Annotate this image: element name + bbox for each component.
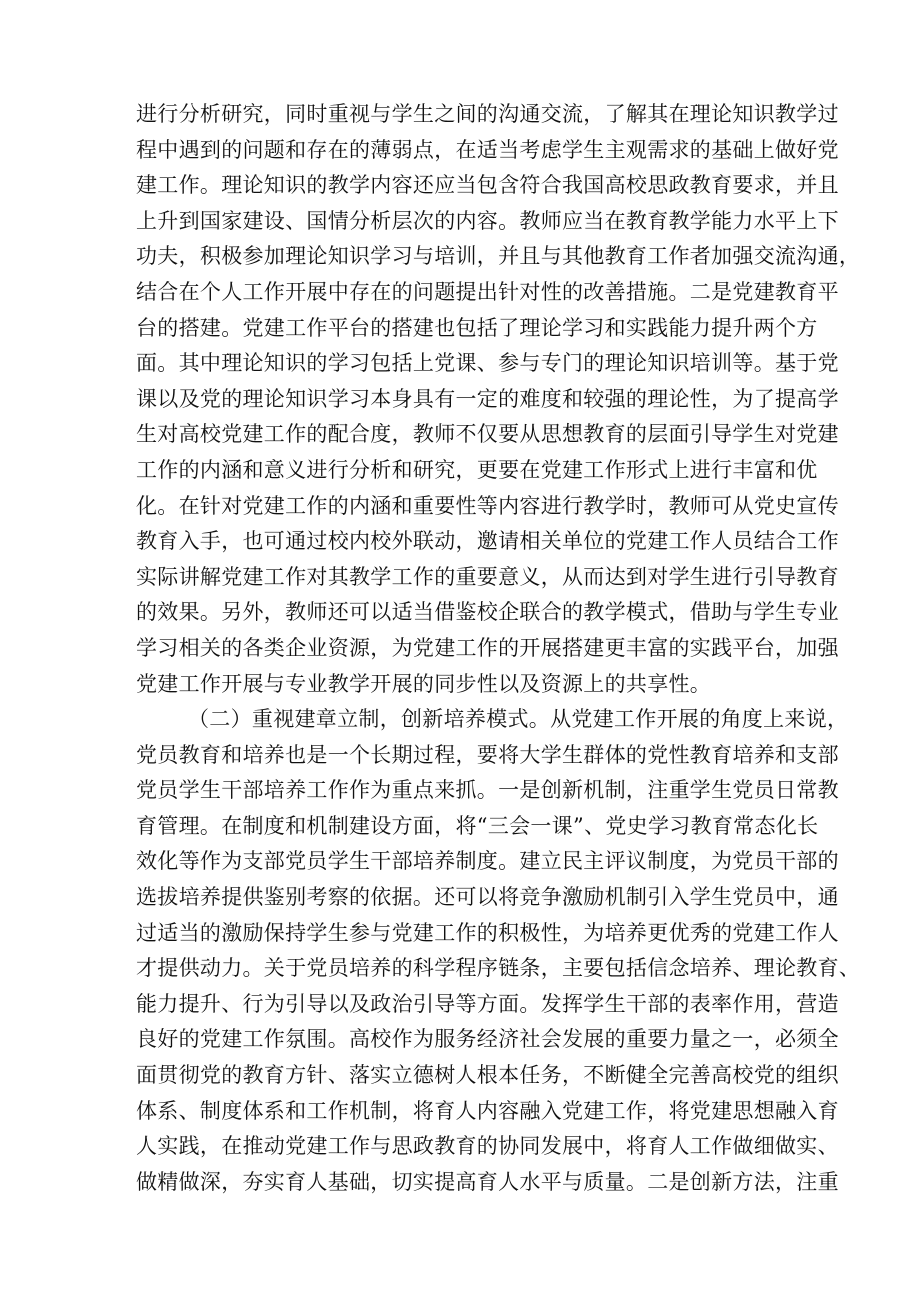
text-line: 人实践，在推动党建工作与思政教育的协同发展中，将育人工作做细做实、 xyxy=(136,1134,839,1159)
text-line: 课以及党的理论知识学习本身具有一定的难度和较强的理论性，为了提高学 xyxy=(136,386,839,411)
section-heading-line: （二）重视建章立制，创新培养模式。从党建工作开展的角度上来说， xyxy=(188,707,849,731)
text-line: 台的搭建。党建工作平台的搭建也包括了理论学习和实践能力提升两个方 xyxy=(136,315,818,340)
text-line: 学习相关的各类企业资源，为党建工作的开展搭建更丰富的实践平台，加强 xyxy=(136,635,839,660)
text-line: 选拔培养提供鉴别考察的依据。还可以将竞争激励机制引入学生党员中，通 xyxy=(136,884,839,909)
text-line: 结合在个人工作开展中存在的问题提出针对性的改善措施。二是党建教育平 xyxy=(136,279,839,304)
text-line: 工作的内涵和意义进行分析和研究，更要在党建工作形式上进行丰富和优 xyxy=(136,457,818,482)
text-line: 教育入手，也可通过校内校外联动，邀请相关单位的党建工作人员结合工作 xyxy=(136,529,839,554)
text-line: 上升到国家建设、国情分析层次的内容。教师应当在教育教学能力水平上下 xyxy=(136,208,839,233)
text-line: 良好的党建工作氛围。高校作为服务经济社会发展的重要力量之一，必须全 xyxy=(136,1027,839,1052)
text-line: 的效果。另外，教师还可以适当借鉴校企联合的教学模式，借助与学生专业 xyxy=(136,600,839,625)
text-line: 面贯彻党的教育方针、落实立德树人根本任务，不断健全完善高校党的组织 xyxy=(136,1062,839,1087)
text-line: 做精做深，夯实育人基础，切实提高育人水平与质量。二是创新方法，注重 xyxy=(136,1169,839,1194)
text-line: 进行分析研究，同时重视与学生之间的沟通交流，了解其在理论知识教学过 xyxy=(136,102,839,126)
text-line: 实际讲解党建工作对其教学工作的重要意义，从而达到对学生进行引导教育 xyxy=(136,564,839,589)
text-line: 面。其中理论知识的学习包括上党课、参与专门的理论知识培训等。基于党 xyxy=(136,351,839,376)
text-line: 才提供动力。关于党员培养的科学程序链条，主要包括信念培养、理论教育、 xyxy=(136,956,861,981)
text-line: 建工作。理论知识的教学内容还应当包含符合我国高校思政教育要求，并且 xyxy=(136,173,839,198)
text-line: 体系、制度体系和工作机制，将育人内容融入党建工作，将党建思想融入育 xyxy=(136,1098,839,1123)
text-line: 过适当的激励保持学生参与党建工作的积极性，为培养更优秀的党建工作人 xyxy=(136,920,839,945)
text-line: 党员教育和培养也是一个长期过程，要将大学生群体的党性教育培养和支部 xyxy=(136,742,839,767)
text-line: 程中遇到的问题和存在的薄弱点，在适当考虑学生主观需求的基础上做好党 xyxy=(136,137,839,162)
text-line: 党员学生干部培养工作作为重点来抓。一是创新机制，注重学生党员日常教 xyxy=(136,778,839,803)
text-line: 党建工作开展与专业教学开展的同步性以及资源上的共享性。 xyxy=(136,671,712,696)
text-line: 功夫，积极参加理论知识学习与培训，并且与其他教育工作者加强交流沟通， xyxy=(136,244,861,269)
body-paragraph-2 xyxy=(136,702,861,1200)
text-line: 化。在针对党建工作的内涵和重要性等内容进行教学时，教师可从党史宣传 xyxy=(136,493,839,518)
text-line: 育管理。在制度和机制建设方面，将“三会一课”、党史学习教育常态化长 xyxy=(136,813,819,838)
body-paragraph-1 xyxy=(136,97,861,702)
text-line: 能力提升、行为引导以及政治引导等方面。发挥学生干部的表率作用，营造 xyxy=(136,991,839,1016)
text-line: 效化等作为支部党员学生干部培养制度。建立民主评议制度，为党员干部的 xyxy=(136,849,839,874)
text-line: 生对高校党建工作的配合度，教师不仅要从思想教育的层面引导学生对党建 xyxy=(136,422,839,447)
